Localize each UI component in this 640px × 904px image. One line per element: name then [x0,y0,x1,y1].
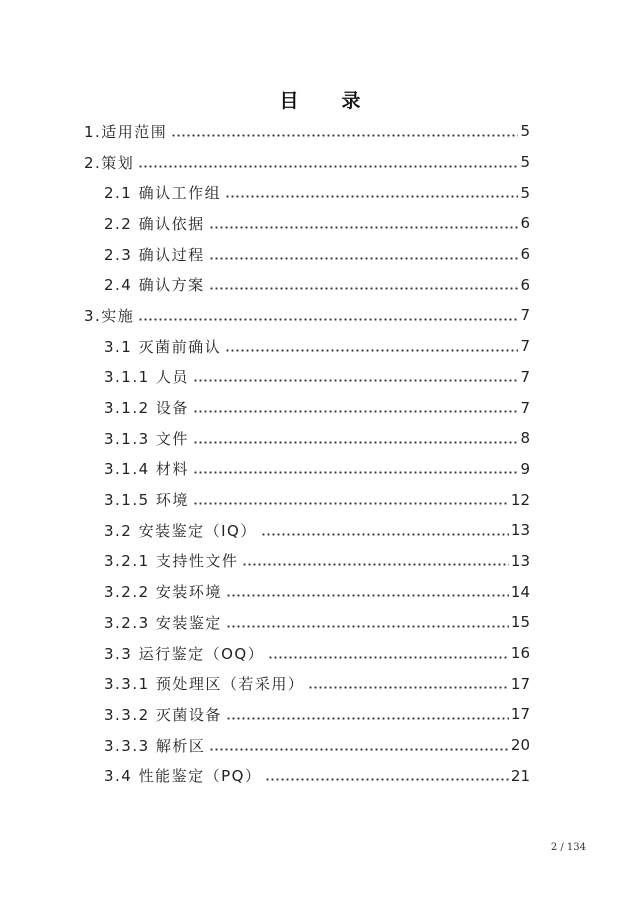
toc-entry[interactable] [0,177,640,208]
toc-entry-label: 3.实施 [84,306,135,325]
toc-dot-leader [138,165,518,168]
toc-entry-label: 2.策划 [84,153,135,172]
toc-entry-page-number: 14 [510,582,530,601]
toc-entry-label: 3.1.5 环境 [104,491,189,510]
toc-entry-page-number: 13 [510,551,530,570]
toc-entry[interactable] [0,638,640,669]
toc-entry-page-number: 6 [520,275,530,294]
toc-dot-leader [209,287,519,290]
toc-entry-label: 3.2.2 安装环境 [104,583,222,602]
toc-title: 目 录 [279,90,373,112]
toc-entry-label: 3.2 安装鉴定（IQ） [104,521,257,540]
toc-dot-leader [193,471,519,474]
toc-entry[interactable] [0,423,640,454]
toc-entry-page-number: 15 [510,613,530,632]
toc-dot-leader [261,533,509,536]
toc-entry-label: 3.3.2 灭菌设备 [104,705,222,724]
toc-entry[interactable] [0,269,640,300]
toc-entry[interactable] [0,331,640,362]
toc-entry-page-number: 20 [510,736,530,755]
toc-entry[interactable] [0,239,640,270]
toc-entry-page-number: 5 [520,183,530,202]
toc-dot-leader [265,778,508,781]
toc-dot-leader [225,195,518,198]
toc-entry-label: 3.1 灭菌前确认 [104,337,222,356]
toc-dot-leader [225,349,518,352]
toc-dot-leader [226,625,509,628]
toc-entry[interactable] [0,147,640,178]
toc-entry-label: 3.3.3 解析区 [104,736,206,755]
toc-dot-leader [193,410,519,413]
toc-entry-page-number: 12 [510,490,530,509]
toc-entry-label: 3.3 运行鉴定（OQ） [104,644,265,663]
toc-entry-label: 3.1.3 文件 [104,429,189,448]
toc-entry[interactable] [0,607,640,638]
toc-entry-label: 3.2.3 安装鉴定 [104,613,222,632]
toc-entry-page-number: 21 [510,766,530,785]
toc-dot-leader [209,226,519,229]
toc-entry[interactable] [0,546,640,577]
toc-entry-page-number: 9 [520,459,530,478]
toc-entry-label: 3.4 性能鉴定（PQ） [104,767,262,786]
toc-dot-leader [209,748,508,751]
toc-entry-page-number: 5 [520,122,530,141]
toc-entry-label: 3.1.4 材料 [104,460,189,479]
toc-entry-label: 3.1.2 设备 [104,399,189,418]
toc-entry[interactable] [0,760,640,791]
toc-dot-leader [138,318,518,321]
toc-entry-page-number: 17 [510,674,530,693]
toc-entry-page-number: 16 [510,644,530,663]
toc-entry-page-number: 7 [520,367,530,386]
toc-entry-page-number: 5 [520,153,530,172]
toc-entry-label: 3.1.1 人员 [104,368,189,387]
toc-entry-label: 3.3.1 预处理区（若采用） [104,675,305,694]
toc-entry-label: 3.2.1 支持性文件 [104,552,239,571]
toc-dot-leader [193,379,519,382]
toc-entry[interactable] [0,730,640,761]
toc-entry-label: 2.2 确认依据 [104,214,205,233]
toc-dot-leader [226,594,509,597]
toc-entry-page-number: 6 [520,245,530,264]
toc-entry[interactable] [0,576,640,607]
toc-entry-label: 2.3 确认过程 [104,245,205,264]
toc-entry-page-number: 7 [520,398,530,417]
toc-dot-leader [242,563,508,566]
toc-entry-page-number: 6 [520,214,530,233]
page-number: 2 / 134 [550,842,586,853]
toc-entry[interactable] [0,484,640,515]
toc-entry-page-number: 13 [510,521,530,540]
toc-dot-leader [171,134,518,137]
toc-dot-leader [193,441,519,444]
toc-entry-label: 2.1 确认工作组 [104,184,222,203]
toc-dot-leader [268,656,509,659]
toc-dot-leader [226,717,509,720]
toc-entry-page-number: 7 [520,337,530,356]
toc-entry[interactable] [0,116,640,147]
toc-entry-label: 2.4 确认方案 [104,276,205,295]
toc-entry[interactable] [0,454,640,485]
toc-entry[interactable] [0,208,640,239]
toc-entry-page-number: 17 [510,705,530,724]
toc-entry[interactable] [0,699,640,730]
toc-entry[interactable] [0,668,640,699]
table-of-contents [0,116,640,791]
toc-dot-leader [308,686,508,689]
toc-dot-leader [209,257,519,260]
toc-entry[interactable] [0,300,640,331]
toc-entry-label: 1.适用范围 [84,122,168,141]
toc-entry-page-number: 7 [520,306,530,325]
toc-entry[interactable] [0,392,640,423]
toc-entry[interactable] [0,362,640,393]
toc-dot-leader [193,502,509,505]
toc-entry-page-number: 8 [520,429,530,448]
toc-entry[interactable] [0,515,640,546]
